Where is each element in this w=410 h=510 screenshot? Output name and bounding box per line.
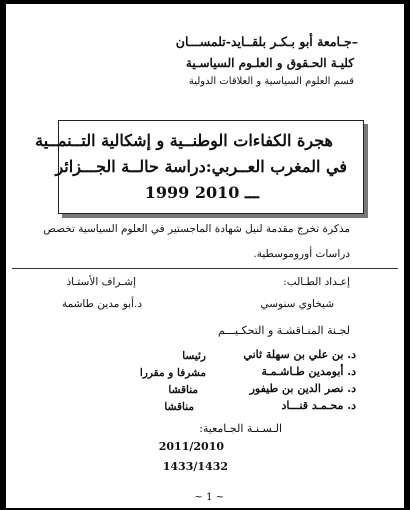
student-label: إعـداد الطـالب: [283,276,350,288]
supervisor-label: إشـراف الأستـاذ [66,276,136,288]
faculty-name: كليـة الحـقوق و العلـوم السياسـية [185,56,354,70]
academic-year-hijri: 1433/1432 [162,460,228,473]
thesis-title-line-2: في المغرب العــربي:دراسة حالــة الجـــزائر [55,157,347,176]
thesis-title-years: 1999 ـــ 2010 [144,183,259,202]
thesis-description-line-1: مذكرة تخرج مقدمة لنيل شهادة الماجستير في العلوم السياسية تخصص [43,223,350,235]
committee-member-name: د. بن علي بن سهلة ثاني [243,348,356,361]
thesis-title-line-1: هجرة الكفاءات الوطنــية و إشكالية التــنمــية [35,131,333,150]
academic-year-label: الـسـنـة الجـامعية: [199,422,282,435]
university-name: –جـامعة أبو بـكـر بلقــايد-تلمســـان [175,34,358,49]
committee-label: لجـنة المنـاقشـة و التحكـيـــم [218,324,350,337]
thesis-title-box [35,120,364,214]
committee-member-name: د. أبومدين طـاشـمـة [261,365,356,378]
page-number: ~ 1 ~ [194,492,224,503]
committee-member-role: مناقشا [168,384,198,396]
committee-member-role: مناقشا [164,401,194,413]
academic-year-gregorian: 2011/2010 [158,440,224,453]
committee-member-role: مشرفا و مقررا [139,367,206,379]
document-page [6,4,404,508]
divider [12,268,398,269]
student-name: شيخاوي سنوسي [260,298,334,310]
supervisor-name: د.أبو مدين طاشمة [61,298,142,310]
committee-member-name: د. محـمـد قنـــاد [281,399,356,412]
committee-member-name: د. نصر الدين بن طيفور [249,382,356,395]
thesis-description-line-2: دراسات أوروموسطية. [253,248,350,260]
department-name: قسم العلوم السياسية و العلاقات الدولية [188,76,354,87]
committee-member-role: رئيسا [182,350,206,362]
